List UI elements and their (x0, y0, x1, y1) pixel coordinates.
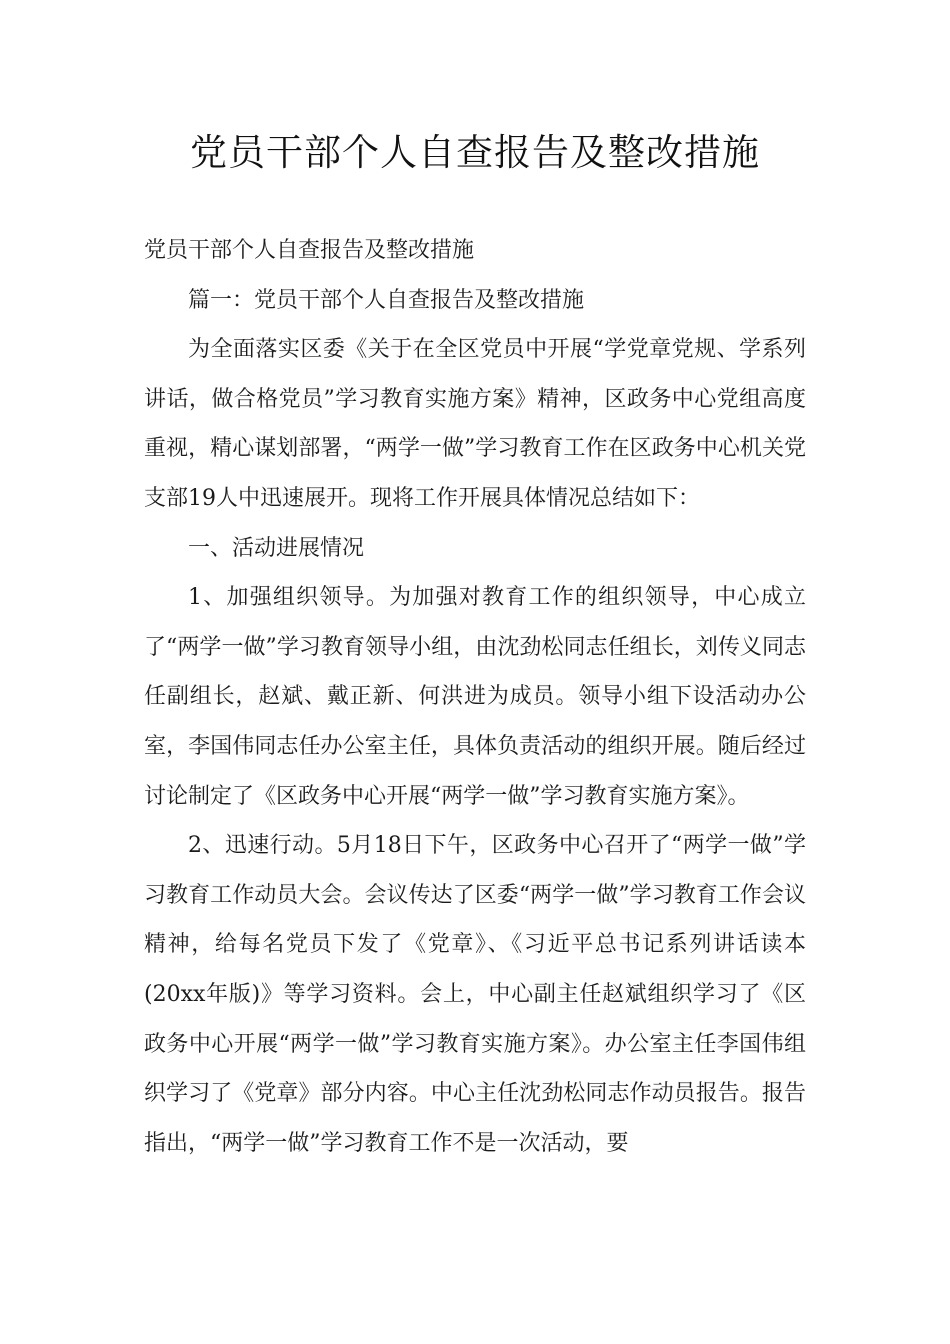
paragraph-chapter-heading: 篇一：党员干部个人自查报告及整改措施 (188, 287, 585, 313)
paragraph-subtitle: 党员干部个人自查报告及整改措施 (144, 238, 475, 263)
document-title: 党员干部个人自查报告及整改措施 (190, 131, 760, 174)
document-body (144, 226, 806, 1168)
paragraph-item-1: 1、加强组织领导。为加强对教育工作的组织领导，中心成立了“两学一做”学习教育领导小组，由沈劲松同志任组长，刘传义同志任副组长，赵斌、戴正新、何洪进为成员。领导小组下设活动办公室，李国伟同志任办公室主任，具体负责活动的组织开展。随后经过讨论制定了《区政务中心开展“两学一做”学习教育实施方案》。 (144, 585, 806, 809)
paragraph-intro: 为全面落实区委《关于在全区党员中开展“学党章党规、学系列讲话，做合格党员”学习教育实施方案》精神，区政务中心党组高度重视，精心谋划部署，“两学一做”学习教育工作在区政务中心机关党支部19人中迅速展开。现将工作开展具体情况总结如下： (144, 337, 806, 511)
paragraph-section-heading: 一、活动进展情况 (188, 535, 365, 561)
paragraph-item-2: 2、迅速行动。5月18日下午，区政务中心召开了“两学一做”学习教育工作动员大会。会议传达了区委“两学一做”学习教育工作会议精神，给每名党员下发了《党章》、《习近平总书记系列讲话读本(20xx年版)》等学习资料。会上，中心副主任赵斌组织学习了《区政务中心开展“两学一做”学习教育实施方案》。办公室主任李国伟组织学习了《党章》部分内容。中心主任沈劲松同志作动员报告。报告指出，“两学一做”学习教育工作不是一次活动，要 (144, 833, 806, 1156)
